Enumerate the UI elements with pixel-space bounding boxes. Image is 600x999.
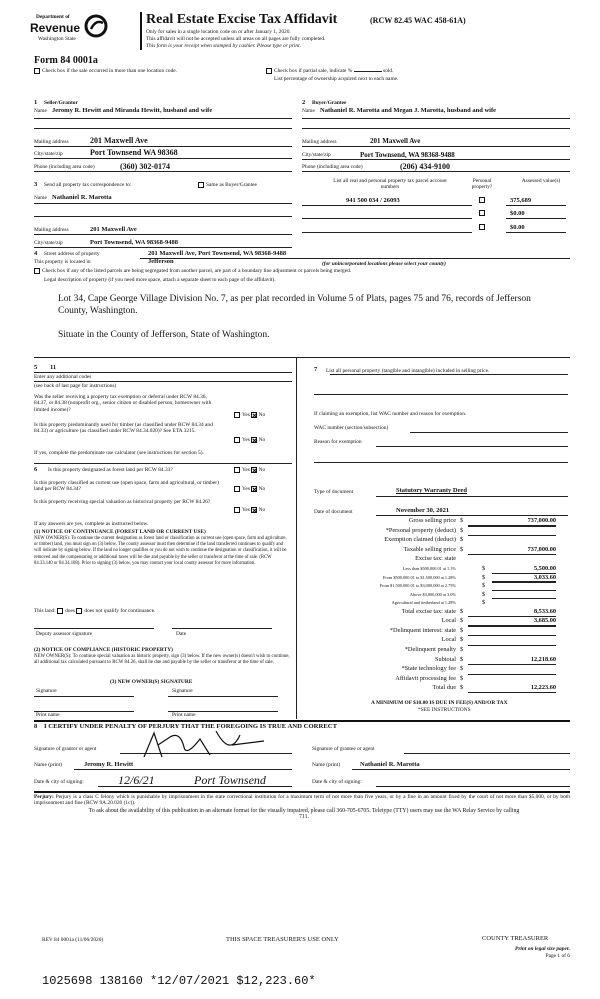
check-partial-sale[interactable] (266, 68, 393, 75)
corr-name-label: Name (34, 195, 47, 201)
grantor-date[interactable]: 12/6/21 (118, 773, 155, 787)
tax-row (314, 535, 570, 544)
tax-row-label: Excise tax: state (415, 555, 456, 563)
doc-type[interactable]: Statutory Warranty Deed (396, 487, 468, 494)
sec6-q2: Is this property classified as current use (open space, farm and agricultural, or timber) land per RCW 84.34? (34, 480, 219, 493)
sec6-q1: Is this property designated as forest land per RCW 84.33? (48, 467, 173, 473)
segregated-check[interactable] (34, 268, 574, 275)
check-partial-label: Check box if partial sale, indicate % (274, 68, 353, 75)
sec5-see-back: (see back of last page for instructions) (34, 383, 117, 389)
sig-grantor-label: Signature of grantor or agent (34, 746, 97, 752)
doc-type-label: Type of document (314, 489, 354, 495)
doc-date-label: Date of document (314, 509, 353, 515)
seller-city[interactable]: Port Townsend WA 98368 (90, 148, 178, 157)
tax-row-label: *Personal property (deduct) (385, 526, 456, 534)
form-note2: This affidavit will not be accepted unless all areas on all pages are fully completed. (146, 36, 326, 42)
see-instructions: *SEE INSTRUCTIONS (418, 707, 471, 713)
tax-row-dollar: $ (460, 674, 464, 682)
check-multi-location[interactable] (34, 68, 177, 75)
seller-name-label: Name (34, 108, 47, 114)
tax-row (314, 664, 570, 673)
tax-row-dollar: $ (460, 665, 464, 673)
seller-name[interactable]: Jeromy R. Hewitt and Miranda Hewitt, husband and wife (52, 107, 213, 114)
currentuse-yes-checkbox[interactable] (234, 486, 240, 492)
reason-label: Reason for exemption (314, 439, 362, 445)
grantor-city[interactable]: Port Townsend (194, 773, 266, 787)
corr-addr[interactable]: 201 Maxwell Ave (90, 226, 137, 233)
owner-print-label-1: Print name (36, 712, 60, 718)
check-multi-label: Check box if the sale occurred in more than one location code. (42, 68, 178, 75)
sec5-num: 5 (34, 364, 38, 371)
tax-row-label: Agricultural and timberland at 1.28% (391, 600, 456, 605)
grantee-name[interactable]: Nathaniel R. Marotta (360, 761, 420, 768)
dor-swoosh-icon (84, 14, 108, 38)
buyer-name[interactable]: Nathaniel R. Marotta and Megan J. Marotta, husband and wife (320, 107, 496, 114)
tax-row-dollar: $ (482, 565, 486, 572)
located-county[interactable]: Jefferson (148, 258, 174, 265)
perjury-text (34, 794, 570, 807)
q2-yes-checkbox[interactable] (234, 437, 240, 443)
wac-label: WAC number (section/subsection) (314, 425, 389, 431)
parcel-col-assessed: Assessed value(s) (521, 178, 561, 184)
county-treasurer: COUNTY TREASURER (482, 935, 549, 942)
tax-row-label: Taxable selling price (403, 545, 456, 553)
tax-row (314, 635, 570, 644)
land-qualify[interactable] (34, 608, 155, 615)
alt-format-text: To ask about the availability of this publication in an alternate format for the visually impaired, please call 360-705-6705. Teletype (TTY) users may use the WA Relay Service by calling 711. (88, 808, 520, 821)
sec5-q3: If yes, complete the predominate use calculator (see instructions for section 5). (34, 450, 204, 456)
grantee-date-label: Date & city of signing: (312, 779, 362, 785)
grantor-signature-scribble (140, 727, 270, 761)
tax-row-dollar: $ (460, 655, 464, 663)
forest-yes-checkbox[interactable] (234, 467, 240, 473)
dor-logo (20, 12, 120, 48)
sec7-personal: List all personal property (tangible and intangible) included in selling price. (326, 368, 490, 374)
personal-property-checkbox-3[interactable] (479, 224, 485, 230)
tax-row-value[interactable]: 737,000.00 (468, 516, 556, 526)
buyer-phone-label: Phone (including area code) (302, 164, 363, 170)
buyer-heading: Buyer/Grantee (312, 100, 347, 106)
tax-row-value[interactable]: 12,223.60 (468, 683, 556, 693)
no-label: No (258, 507, 266, 514)
deputy-sig-label: Deputy assessor signature (36, 631, 92, 637)
seller-addr[interactable]: 201 Maxwell Ave (90, 136, 148, 145)
list-pct-note: List percentage of ownership acquired next to each name. (274, 76, 399, 82)
tax-row-dollar: $ (460, 684, 464, 692)
grantee-name-label: Name (print) (312, 762, 340, 768)
doesnot-checkbox[interactable] (76, 608, 82, 614)
seller-phone-label: Phone (including area code) (34, 164, 95, 170)
q1-yes-checkbox[interactable] (234, 412, 240, 418)
street-label: Street address of property (44, 251, 100, 257)
partial-pct-field[interactable] (354, 71, 382, 72)
buyer-addr[interactable]: 201 Maxwell Ave (370, 137, 421, 145)
multi-location-checkbox[interactable] (34, 68, 40, 74)
seller-phone[interactable]: (360) 302-0174 (120, 162, 170, 171)
sec6-q3-yesno[interactable] (234, 507, 265, 514)
sec6-q2-yesno[interactable] (234, 486, 265, 493)
tax-row-label: *State technology fee (401, 665, 456, 673)
tax-row-value[interactable]: 3,033.60 (492, 573, 556, 583)
tax-row-label: Local (441, 617, 456, 625)
parcel-number-1[interactable]: 941 500 034 / 26093 (346, 197, 400, 204)
certify-line: I CERTIFY UNDER PENALTY OF PERJURY THAT THE FOREGOING IS TRUE AND CORRECT (44, 723, 338, 730)
personal-property-checkbox-1[interactable] (479, 197, 485, 203)
yes-label: Yes (242, 507, 250, 514)
legal-size-note: Print on legal size paper. (515, 946, 570, 952)
exempt-label: If claiming an exemption, list WAC number and reason for exemption. (314, 411, 467, 417)
tax-row-label: From $1,500,000.01 to $3,000,000 at 2.75% (379, 583, 456, 588)
tax-row-dollar: $ (460, 645, 464, 653)
tax-row-label: Subtotal (435, 655, 456, 663)
tax-row (314, 607, 570, 616)
parcel-value-1[interactable]: 375,689 (510, 197, 532, 204)
street-address[interactable]: 201 Maxwell Ave, Port Townsend, WA 98368-9488 (148, 250, 287, 257)
buyer-city-label: City/state/zip (302, 152, 331, 158)
dept-line1: Department of (36, 14, 70, 20)
form-note3: This form is your receipt when stamped by cashier. Please type or print. (146, 43, 301, 49)
doc-date[interactable]: November 30, 2021 (396, 507, 450, 514)
corr-heading: Send all property tax correspondence to: (44, 182, 132, 188)
tax-row-label: Above $3,000,000 at 3.0% (409, 591, 456, 597)
tax-row-label: Total due (432, 684, 456, 692)
seller-num: 1 (34, 99, 38, 106)
historic-no-checkbox[interactable] (251, 507, 257, 513)
perjury-body: Perjury is a class C felony which is punishable by imprisonment in the state correctional institution for a maximum term of not more than five years, or by a fine in an amount fixed by the court of not more than $5,000, or by both imprisonment and fine (RCW 9A.20.020 (1c)). (34, 794, 570, 807)
sec6-q3: Is this property receiving special valuation as historical property per RCW 84.26? (34, 499, 211, 505)
tax-row-value[interactable]: 737,000.00 (468, 545, 556, 555)
tax-row-value[interactable] (468, 526, 556, 527)
tax-row-dollar: $ (460, 536, 464, 544)
parcel-value-2[interactable]: $0.00 (510, 210, 525, 217)
tax-row-dollar: $ (460, 517, 464, 524)
q1-no-checkbox[interactable] (251, 412, 257, 418)
parcel-col-personal: Personal property? (471, 178, 493, 191)
tax-row-dollar: $ (460, 636, 464, 644)
notice1-heading: (1) NOTICE OF CONTINUANCE (FOREST LAND OR CURRENT USE) (34, 529, 206, 535)
q2-no-checkbox[interactable] (251, 437, 257, 443)
corr-num: 3 (34, 181, 38, 188)
partial-sale-checkbox[interactable] (266, 68, 272, 74)
tax-row (314, 674, 570, 683)
yes-label: Yes (242, 412, 250, 419)
tax-row-value[interactable]: 5,500.00 (492, 564, 556, 574)
grantor-name[interactable]: Jeromy R. Hewitt (84, 761, 134, 768)
corr-same[interactable] (198, 182, 257, 189)
notice2-text: NEW OWNER(S): To continue special valuation as historic property, sign (3) below. If the new owner(s) doesn't wish to continue, all additional tax calculated pursuant to RCW 84.26, shall be due and payable by the seller or transferor at the time of sale. (34, 654, 290, 666)
owner-print-label-2: Print name (172, 712, 196, 718)
parcel-value-3[interactable]: $0.00 (510, 224, 525, 231)
tax-row-dollar: $ (460, 607, 464, 615)
tax-row-value[interactable]: 8,533.60 (468, 607, 556, 617)
seller-addr-label: Mailing address (34, 139, 69, 145)
tax-row-value[interactable] (468, 664, 556, 665)
tax-row (314, 655, 570, 664)
tax-row (314, 683, 570, 692)
no-label: No (258, 486, 266, 493)
tax-row-dollar: $ (482, 582, 486, 589)
partial-sold-label: sold. (383, 68, 394, 75)
tax-row-label: Gross selling price (408, 517, 456, 524)
corr-name[interactable]: Nathaniel R. Marotta (52, 194, 112, 201)
buyer-num: 2 (302, 99, 306, 106)
sec6-q1-yesno[interactable] (234, 467, 265, 474)
parcel-col-numbers: List all real and personal property tax parcel account numbers (333, 178, 447, 191)
grantor-name-label: Name (print) (34, 762, 62, 768)
notice3-heading: (3) NEW OWNER(S) SIGNATURE (110, 679, 193, 685)
tax-row (314, 516, 570, 525)
sec5-additional: Enter any additional codes (34, 374, 92, 380)
tax-row-dollar: $ (482, 573, 486, 581)
seller-city-label: City/state/zip (34, 151, 63, 157)
does-label: does (65, 608, 75, 615)
owner-sig-label-2: Signature (172, 688, 193, 694)
deputy-date-label: Date (176, 631, 187, 637)
form-number: Form 84 0001a (34, 55, 98, 66)
tax-row-value[interactable]: 3,685.00 (468, 616, 556, 626)
buyer-city[interactable]: Port Townsend, WA 98368-9488 (360, 151, 455, 159)
yes-label: Yes (242, 467, 250, 474)
segregated-label: Check box if any of the listed parcels are being segregated from another parcel, are part of a boundary line adjustment or parcels being merged. (42, 268, 352, 275)
tax-row-value[interactable] (492, 590, 556, 591)
sec5-q2-yesno[interactable] (234, 437, 265, 444)
tax-row-dollar: $ (460, 526, 464, 534)
tax-row-value[interactable] (468, 535, 556, 536)
tax-row-label: Total excise tax: state (401, 607, 456, 615)
grantor-date-label: Date & city of signing: (34, 779, 84, 785)
tax-row-value[interactable]: 12,218.60 (468, 655, 556, 665)
sec7-num: 7 (314, 366, 318, 373)
sig-grantee-label: Signature of grantee or agent (312, 746, 375, 752)
buyer-name-label: Name (302, 108, 315, 114)
tax-row-dollar: $ (482, 590, 486, 598)
form-note1: Only for sales in a single location code on or after January 1, 2020. (146, 29, 291, 35)
dept-state: Washington State (38, 36, 76, 42)
cashier-stamp: 1025698 138160 *12/07/2021 $12,223.60* (42, 974, 316, 988)
tax-row (314, 645, 570, 654)
tax-row (314, 545, 570, 554)
historic-yes-checkbox[interactable] (234, 507, 240, 513)
tax-row (314, 616, 570, 625)
tax-row-dollar: $ (460, 626, 464, 634)
tax-row-label: *Delinquent interest: state (389, 626, 456, 634)
forest-no-checkbox[interactable] (251, 467, 257, 473)
legal-description[interactable]: Lot 34, Cape George Village Division No. 7, as per plat recorded in Volume 5 of Plats, pages 75 and 76, records of Jefferson County, Washington. (58, 294, 531, 316)
sec6-q4: If any answers are yes, complete as instructed below. (34, 521, 149, 527)
seller-heading: Seller/Grantor (44, 100, 78, 106)
yes-label: Yes (242, 486, 250, 493)
tax-row-dollar: $ (482, 599, 486, 606)
form-title-ref: (RCW 82.45 WAC 458-61A) (370, 16, 466, 25)
land-label: This land: (34, 608, 56, 615)
notice2-heading: (2) NOTICE OF COMPLIANCE (HISTORIC PROPERTY) (34, 647, 173, 653)
tax-row-value[interactable] (468, 635, 556, 636)
buyer-addr-label: Mailing address (302, 139, 337, 145)
tax-row-label: From $500,000.01 to $1,500,000 at 1.28% (382, 574, 456, 580)
located-label: This property is located in (34, 259, 91, 265)
tax-row-value[interactable] (492, 581, 556, 582)
doesnot-label: does not qualify for continuance. (84, 608, 156, 615)
corr-same-label: Same as Buyer/Grantee (206, 182, 257, 189)
tax-row-value[interactable] (492, 598, 556, 599)
form-title: Real Estate Excise Tax Affidavit (146, 12, 338, 27)
uninc-note: (for unincorporated locations please select your county) (322, 261, 446, 267)
tax-row-label: Local (441, 636, 456, 644)
segregated-checkbox[interactable] (34, 268, 40, 274)
situate: Situate in the County of Jefferson, State of Washington. (58, 330, 270, 340)
tax-row-label: Affidavit processing fee (395, 674, 456, 682)
no-label: No (258, 412, 266, 419)
tax-row-label: *Delinquent penalty (404, 645, 456, 653)
sec5-code[interactable]: 11 (50, 364, 57, 371)
same-as-buyer-checkbox[interactable] (198, 182, 204, 188)
yes-label: Yes (242, 437, 250, 444)
corr-city[interactable]: Port Townsend, WA 98368-9488 (90, 239, 179, 246)
min-fee-note: A MINIMUM OF $10.00 IS DUE IN FEE(S) AND/OR TAX (371, 700, 508, 706)
tax-row-value[interactable] (468, 674, 556, 675)
tax-row-value[interactable] (468, 626, 556, 627)
tax-row-label: Less than $500,000.01 at 1.1% (402, 566, 456, 571)
tax-row-dollar: $ (460, 545, 464, 553)
tax-row-dollar: $ (460, 617, 464, 625)
tax-row (314, 626, 570, 635)
tax-row (314, 526, 570, 535)
buyer-phone[interactable]: (206) 434-9100 (400, 162, 450, 171)
property-num: 4 (34, 250, 38, 257)
sec8-num: 8 (34, 723, 38, 730)
tax-row-label: Exemption claimed (deduct) (384, 536, 456, 544)
sec5-q2: Is this property predominantly used for timber (as classified under RCW 84.34 and 84.33) or agriculture (as classified under RCW 84.34.020)? See ETA 3215. (34, 422, 213, 435)
perjury-label: Perjury: (34, 794, 54, 800)
corr-city-label: City/state/zip (34, 240, 63, 246)
corr-addr-label: Mailing address (34, 227, 69, 233)
no-label: No (258, 437, 266, 444)
tax-calculation (314, 516, 570, 712)
sec5-q1-yesno[interactable] (234, 412, 265, 419)
currentuse-no-checkbox[interactable] (251, 486, 257, 492)
page-number: Page 1 of 6 (545, 953, 570, 959)
no-label: No (258, 467, 266, 474)
sec5-q1: Was the seller receiving a property tax exemption or deferral under RCW 84.36, 84.37, or 84.38 (nonprofit org., senior citizen or disabled person, homeowner with limited income)? (34, 394, 212, 413)
owner-sig-label-1: Signature (36, 688, 57, 694)
tax-row (314, 554, 570, 563)
treasurer-use: THIS SPACE TREASURER'S USE ONLY (226, 936, 339, 943)
notice1-text: NEW OWNER(S): To continue the current designation as forest land or classification as current use (open space, farm and agriculture, or timber) land, you must sign on (3) below. The county assessor must then determine if the land transferred continues to qualify and will indicate by signing below. If the land no longer qualifies or you do not wish to continue the designation or classification, it will be removed and the compensating or additional taxes will be due and payable by the seller or transferor at the time of sale. (RCW 84.33.140 or 84.34.108). Prior to signing (3) below, you may contact your local county assessor for more information. (34, 536, 287, 566)
tax-row-value[interactable] (468, 645, 556, 646)
legal-label: Legal description of property (if you need more space, attach a separate sheet to each page of the affidavit). (44, 277, 276, 283)
rev-number: REV 84 0001a (11/06/2020) (42, 937, 104, 943)
does-checkbox[interactable] (57, 608, 63, 614)
sec6-num: 6 (34, 466, 38, 473)
personal-property-checkbox-2[interactable] (479, 210, 485, 216)
dept-name: Revenue (30, 21, 81, 35)
